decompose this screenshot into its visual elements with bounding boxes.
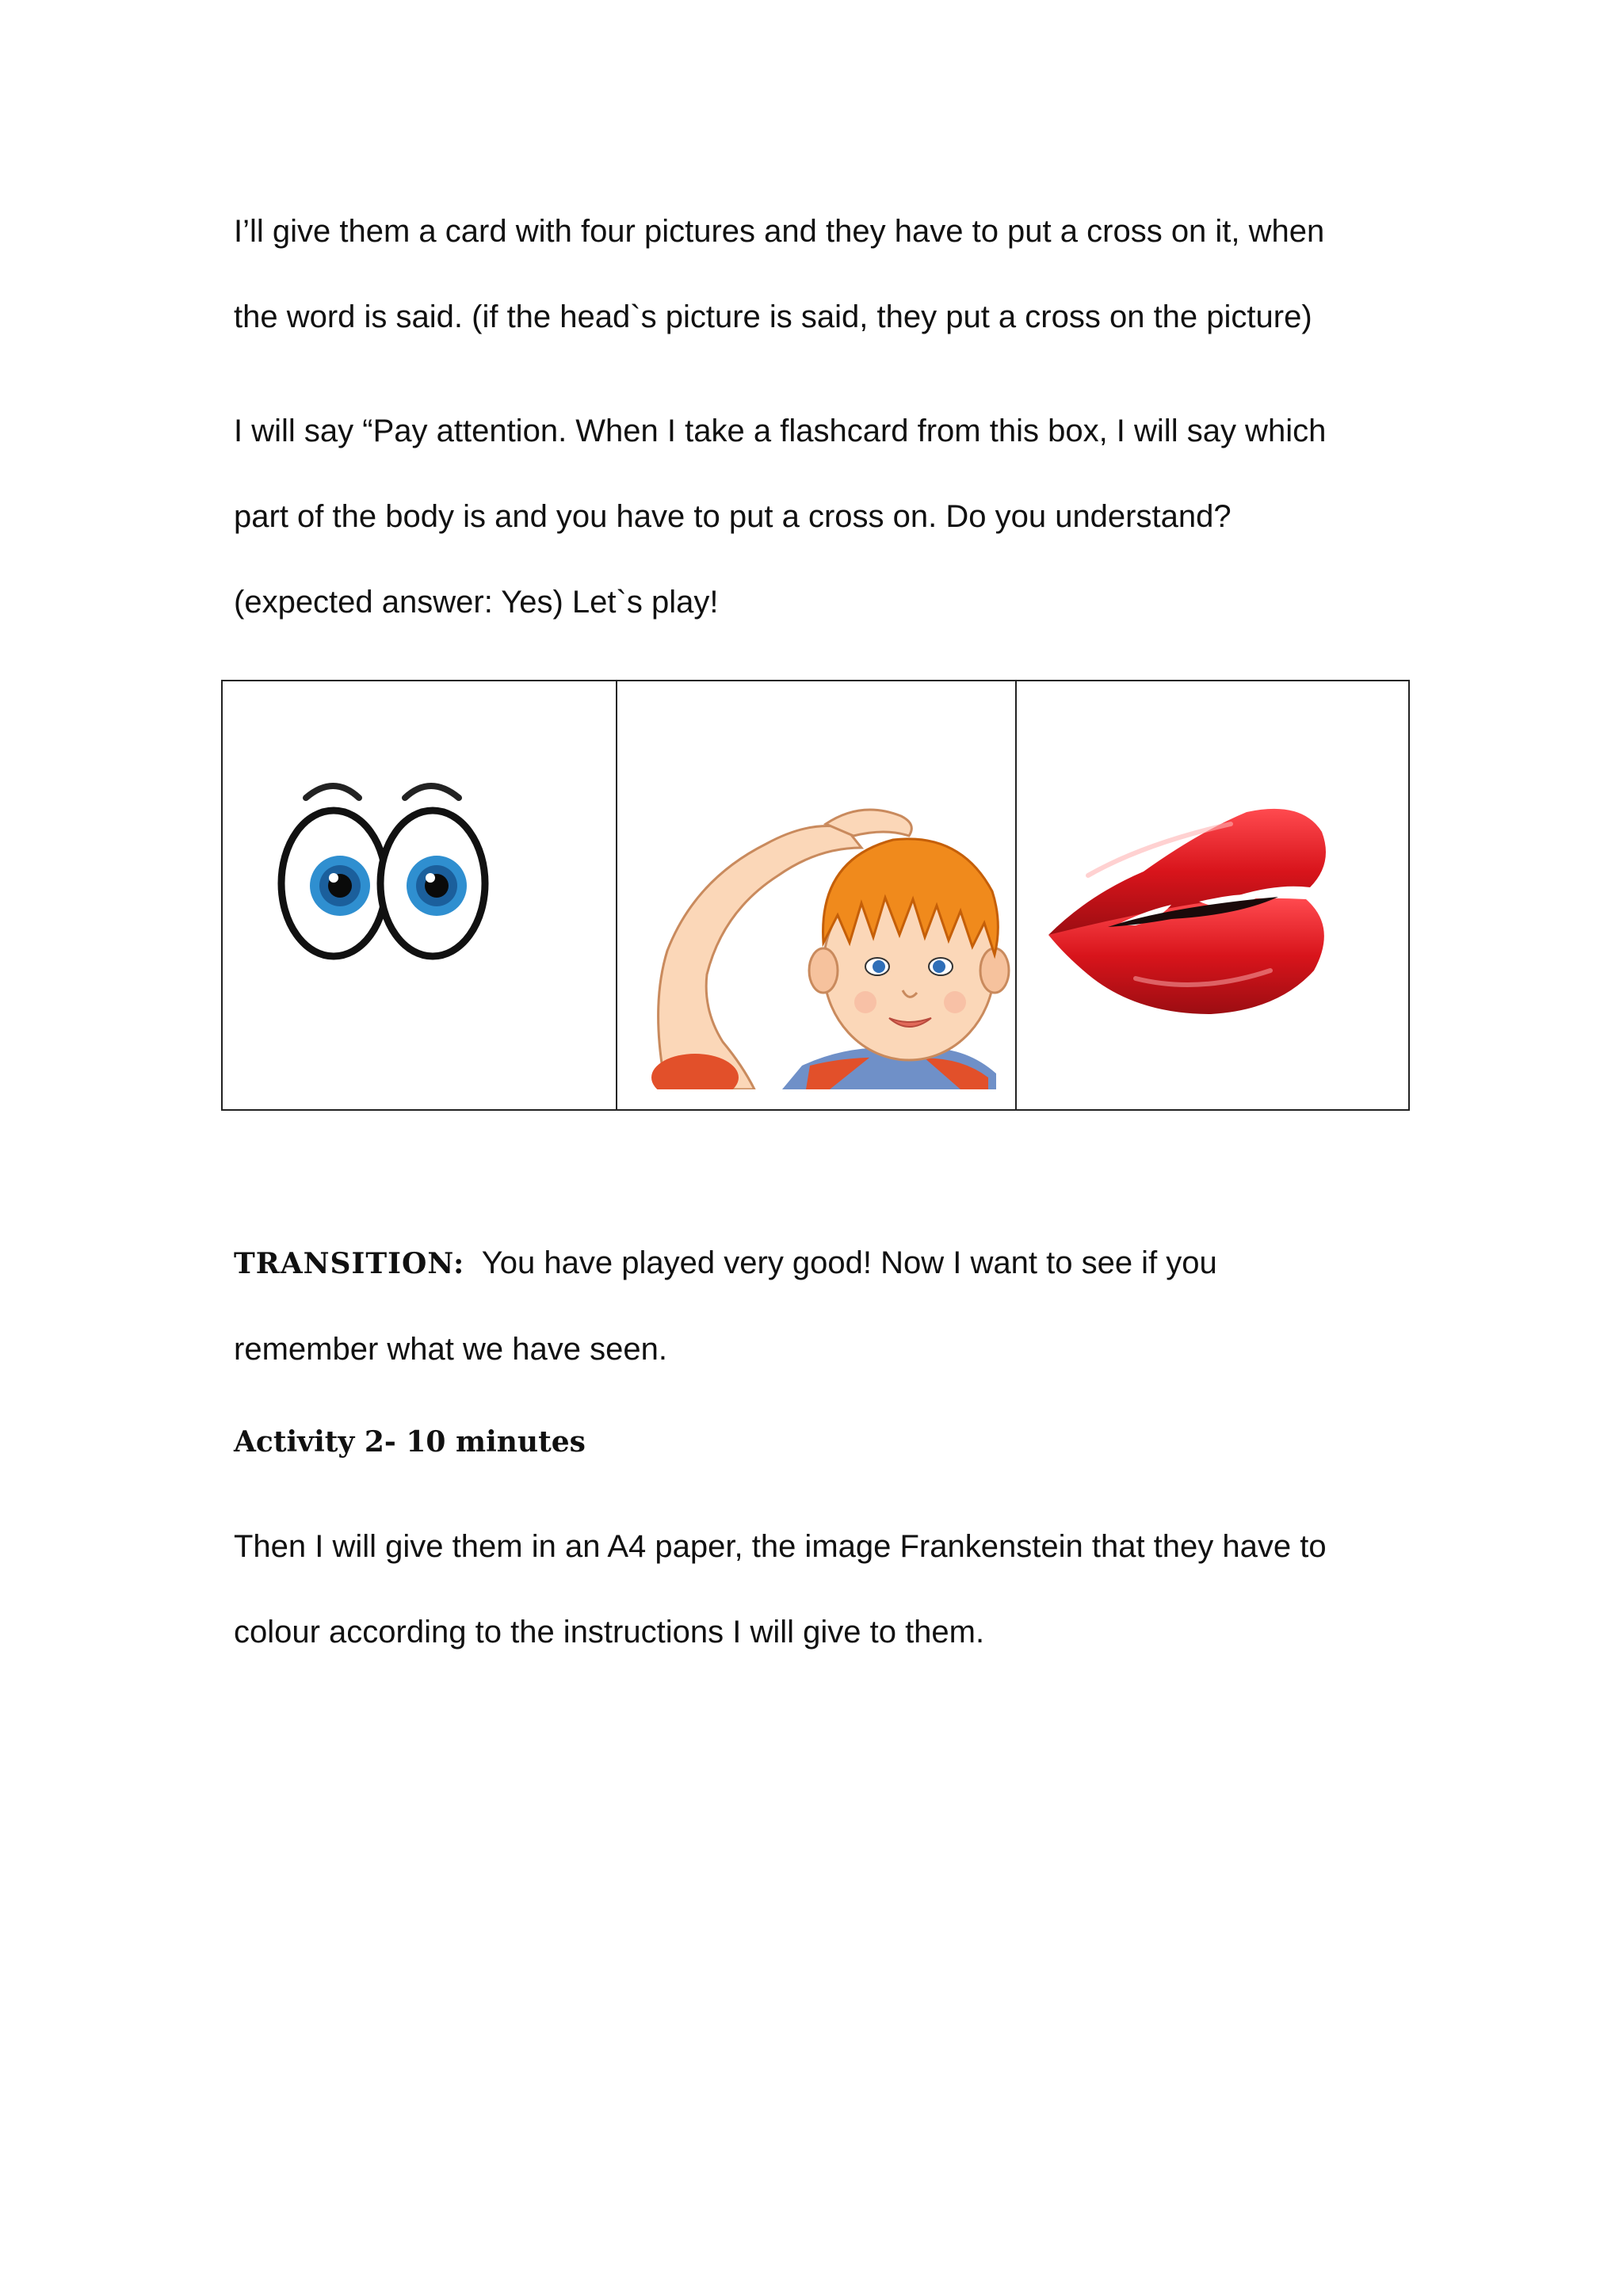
paragraph-line: I’ll give them a card with four pictures and they have to put a cross on it, when (234, 214, 1325, 249)
table-cell-head (617, 681, 1017, 1109)
paragraph-card-instructions (234, 189, 1423, 360)
transition-label: TRANSITION: (234, 1247, 465, 1280)
eyes-icon (270, 757, 508, 978)
paragraph-activity-2 (234, 1504, 1423, 1675)
paragraph-teacher-speech (234, 388, 1423, 645)
paragraph-line: (expected answer: Yes) Let`s play! (234, 585, 719, 620)
paragraph-transition (234, 1220, 1423, 1392)
table-cell-mouth (1017, 681, 1408, 1109)
table-cell-eyes (223, 681, 617, 1109)
activity-2-heading: Activity 2- 10 minutes (234, 1425, 586, 1459)
paragraph-line: the word is said. (if the head`s picture is said, they put a cross on the picture) (234, 299, 1312, 334)
paragraph-line: remember what we have seen. (234, 1332, 667, 1367)
transition-text: You have played very good! Now I want to see if you (464, 1245, 1217, 1280)
boy-touching-head-icon (647, 804, 1020, 1089)
paragraph-line: Then I will give them in an A4 paper, the image Frankenstein that they have to (234, 1529, 1327, 1564)
paragraph-line: part of the body is and you have to put a cross on. Do you understand? (234, 499, 1232, 534)
paragraph-line (234, 1220, 1423, 1306)
picture-table (221, 680, 1410, 1111)
mouth-icon (1041, 800, 1342, 1038)
paragraph-line: I will say “Pay attention. When I take a flashcard from this box, I will say which (234, 414, 1327, 448)
paragraph-line: colour according to the instructions I will give to them. (234, 1615, 985, 1650)
